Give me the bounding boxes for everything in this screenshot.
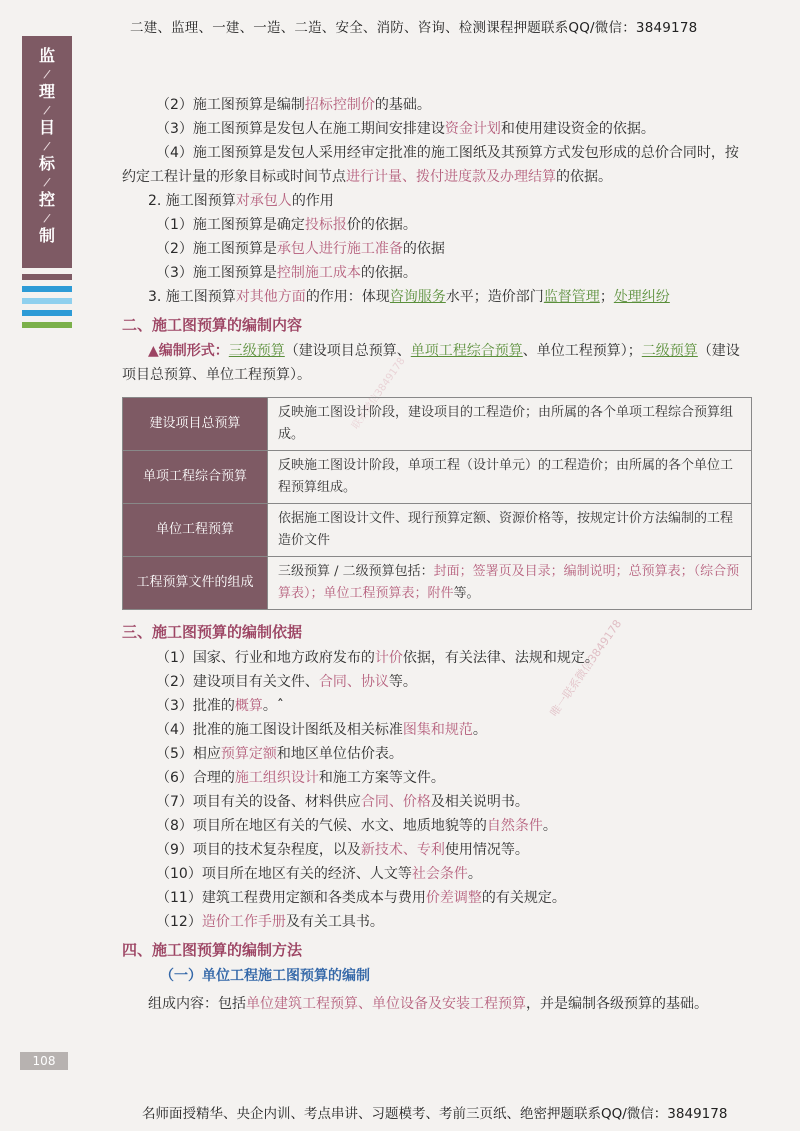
side-tab-char: 控 xyxy=(38,190,55,209)
watermark: 联系微信3849178 xyxy=(350,355,408,432)
side-tab-char: 标 xyxy=(38,154,55,173)
page-content xyxy=(122,93,752,1016)
list-item: （4）批准的施工图设计图纸及相关标准图集和规范。 xyxy=(156,722,487,738)
side-tab-char: 理 xyxy=(38,82,55,101)
list-item: （4）施工图预算是发包人采用经审定批准的施工图纸及其预算方式发包形成的总价合同时，按约定工程计量的形象目标或时间节点进行计量、拨付进度款及办理结算的依据。 xyxy=(122,145,739,185)
section-title: 四、施工图预算的编制方法 xyxy=(122,941,303,959)
table-row xyxy=(123,398,752,451)
side-tab-sep: / xyxy=(42,210,52,226)
section-title: 三、施工图预算的编制依据 xyxy=(122,623,303,641)
list-item: （2）建设项目有关文件、合同、协议等。 xyxy=(156,674,417,690)
decor-stripe xyxy=(22,274,72,280)
watermark: 唯一联系微信3849178 xyxy=(547,617,625,720)
list-item: （2）施工图预算是编制招标控制价的基础。 xyxy=(156,97,431,113)
list-item: （2）施工图预算是承包人进行施工准备的依据 xyxy=(156,241,445,257)
side-tab-char: 目 xyxy=(38,118,55,137)
decor-stripe xyxy=(22,286,72,292)
page-header: 二建、监理、一建、一造、二造、安全、消防、咨询、检测课程押题联系QQ/微信：3849178 xyxy=(130,20,698,36)
table-desc: 依据施工图设计文件、现行预算定额、资源价格等，按规定计价方法编制的工程造价文件 xyxy=(268,504,752,557)
side-tab-sep: / xyxy=(42,102,52,118)
side-tab-sep: / xyxy=(42,138,52,154)
list-item: （12）造价工作手册及有关工具书。 xyxy=(156,914,384,930)
side-tab-char: 制 xyxy=(38,226,55,245)
list-item: （3）批准的概算。ˆ xyxy=(156,698,284,714)
list-item: （3）施工图预算是发包人在施工期间安排建设资金计划和使用建设资金的依据。 xyxy=(156,121,655,137)
side-tab-char: 监 xyxy=(38,46,55,65)
decor-stripe xyxy=(22,322,72,328)
subheading: 3. 施工图预算对其他方面的作用：体现咨询服务水平；造价部门监督管理；处理纠纷 xyxy=(148,289,670,305)
page-number: 108 xyxy=(20,1052,68,1070)
table-row xyxy=(123,451,752,504)
subsection-title: （一）单位工程施工图预算的编制 xyxy=(160,968,370,984)
table-label: 工程预算文件的组成 xyxy=(123,557,268,610)
page-footer: 名师面授精华、央企内训、考点串讲、习题模考、考前三页纸、绝密押题联系QQ/微信：3849178 xyxy=(142,1106,728,1122)
budget-table xyxy=(122,397,752,610)
decor-stripe xyxy=(22,310,72,316)
list-item: （7）项目有关的设备、材料供应合同、价格及相关说明书。 xyxy=(156,794,529,810)
list-item: （3）施工图预算是控制施工成本的依据。 xyxy=(156,265,417,281)
table-label: 建设项目总预算 xyxy=(123,398,268,451)
list-item: （6）合理的施工组织设计和施工方案等文件。 xyxy=(156,770,445,786)
table-label: 单项工程综合预算 xyxy=(123,451,268,504)
list-item: （8）项目所在地区有关的气候、水文、地质地貌等的自然条件。 xyxy=(156,818,557,834)
list-item: （9）项目的技术复杂程度，以及新技术、专利使用情况等。 xyxy=(156,842,529,858)
table-row xyxy=(123,557,752,610)
list-item: （10）项目所在地区有关的经济、人文等社会条件。 xyxy=(156,866,482,882)
table-desc: 反映施工图设计阶段，建设项目的工程造价；由所属的各个单项工程综合预算组成。 xyxy=(268,398,752,451)
chapter-side-tab xyxy=(22,36,72,268)
table-row xyxy=(123,504,752,557)
list-item: （1）国家、行业和地方政府发布的计价依据，有关法律、法规和规定。 xyxy=(156,650,599,666)
side-tab-sep: / xyxy=(42,66,52,82)
list-item: （1）施工图预算是确定投标报价的依据。 xyxy=(156,217,417,233)
composition-line: 组成内容：包括单位建筑工程预算、单位设备及安装工程预算，并是编制各级预算的基础。 xyxy=(148,996,708,1012)
subheading: 2. 施工图预算对承包人的作用 xyxy=(148,193,334,209)
list-item: （11）建筑工程费用定额和各类成本与费用价差调整的有关规定。 xyxy=(156,890,566,906)
list-item: （5）相应预算定额和地区单位估价表。 xyxy=(156,746,403,762)
side-tab-sep: / xyxy=(42,174,52,190)
decor-stripe xyxy=(22,298,72,304)
form-line: ▲编制形式：三级预算（建设项目总预算、单项工程综合预算、单位工程预算）；二级预算（建设项目总预算、单位工程预算）。 xyxy=(122,343,740,383)
table-desc: 反映施工图设计阶段，单项工程（设计单元）的工程造价；由所属的各个单位工程预算组成。 xyxy=(268,451,752,504)
table-desc: 三级预算 / 二级预算包括：封面；签署页及目录；编制说明；总预算表；（综合预算表）；单位工程预算表；附件等。 xyxy=(268,557,752,610)
section-title: 二、施工图预算的编制内容 xyxy=(122,316,303,334)
table-label: 单位工程预算 xyxy=(123,504,268,557)
